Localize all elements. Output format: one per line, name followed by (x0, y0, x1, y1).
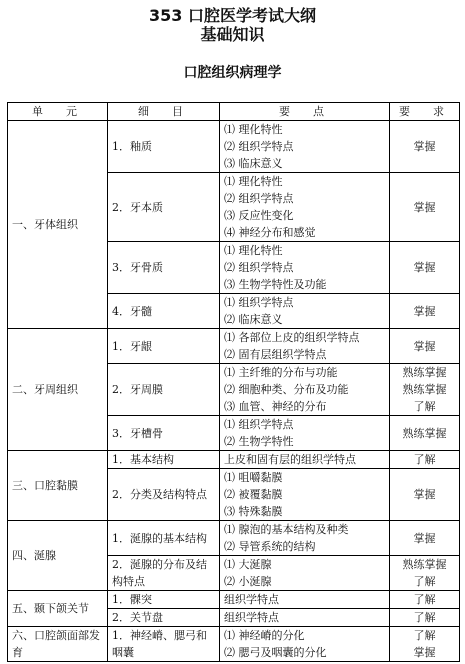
unit-cell: 一、牙体组织 (8, 121, 108, 329)
points-cell (220, 364, 390, 416)
requirement-cell (390, 329, 460, 364)
requirement-cell (390, 556, 460, 591)
unit-cell: 六、口腔颌面部发育 (8, 627, 108, 662)
point-text: ⑴ 主纤维的分布与功能 (224, 366, 338, 379)
points-cell (220, 121, 390, 173)
requirement-text: 掌握 (413, 339, 436, 353)
item-cell: 1．釉质 (108, 121, 220, 173)
requirement-text: 熟练掌握 (402, 558, 447, 571)
point-text: ⑴ 腺泡的基本结构及种类 (224, 523, 349, 536)
header-unit: 单 元 (8, 103, 108, 121)
table-row (8, 121, 460, 173)
item-cell: 1．基本结构 (108, 451, 220, 469)
requirement-text: 掌握 (413, 261, 436, 274)
requirement-text: 掌握 (413, 488, 436, 501)
requirement-text: 了解 (413, 629, 436, 642)
header-point: 要 点 (220, 103, 390, 121)
requirement-cell (390, 294, 460, 329)
points-cell (220, 469, 390, 521)
points-cell (220, 591, 390, 609)
requirement-cell (390, 364, 460, 416)
requirement-text: 掌握 (413, 531, 436, 545)
requirement-cell (390, 242, 460, 294)
requirement-cell (390, 173, 460, 242)
point-text: ⑴ 组织学特点 (224, 418, 294, 431)
point-text: ⑵ 被覆黏膜 (224, 488, 283, 501)
item-cell: 1．牙龈 (108, 329, 220, 364)
point-text: ⑶ 特殊黏膜 (224, 505, 283, 518)
item-cell: 1．涎腺的基本结构 (108, 521, 220, 556)
point-text: ⑵ 组织学特点 (224, 192, 294, 205)
unit-cell: 五、颞下颌关节 (8, 591, 108, 627)
requirement-cell (390, 521, 460, 556)
item-cell: 3．牙骨质 (108, 242, 220, 294)
point-text: 上皮和固有层的组织学特点 (224, 453, 356, 466)
requirement-text: 掌握 (413, 200, 436, 214)
page-subtitle: 基础知识 (200, 25, 265, 44)
item-cell: 2．分类及结构特点 (108, 469, 220, 521)
item-cell: 2．牙周膜 (108, 364, 220, 416)
point-text: ⑴ 大涎腺 (224, 558, 272, 571)
point-text: ⑷ 神经分布和感觉 (224, 226, 316, 239)
requirement-text: 了解 (413, 575, 436, 588)
points-cell (220, 329, 390, 364)
point-text: ⑴ 神经嵴的分化 (224, 629, 305, 642)
table-row (8, 329, 460, 364)
unit-cell: 四、涎腺 (8, 521, 108, 591)
points-cell (220, 173, 390, 242)
requirement-text: 掌握 (413, 304, 436, 318)
requirement-text: 了解 (413, 400, 436, 413)
point-text: ⑵ 导管系统的结构 (224, 540, 316, 553)
table-row (8, 591, 460, 609)
point-text: 组织学特点 (224, 611, 279, 624)
point-text: ⑵ 细胞种类、分布及功能 (224, 383, 349, 396)
item-cell: 1．髁突 (108, 591, 220, 609)
table-row (8, 627, 460, 662)
point-text: ⑶ 临床意义 (224, 157, 283, 170)
table-row (8, 521, 460, 556)
points-cell (220, 242, 390, 294)
point-text: ⑵ 腮弓及咽囊的分化 (224, 646, 327, 659)
point-text: ⑴ 理化特性 (224, 175, 283, 188)
requirement-text: 熟练掌握 (402, 366, 447, 379)
points-cell (220, 609, 390, 627)
requirement-cell (390, 591, 460, 609)
point-text: ⑵ 组织学特点 (224, 140, 294, 153)
point-text: ⑵ 生物学特性 (224, 435, 294, 448)
syllabus-table (7, 102, 460, 662)
point-text: ⑵ 固有层组织学特点 (224, 348, 327, 361)
points-cell (220, 556, 390, 591)
item-cell: 3．牙槽骨 (108, 416, 220, 451)
point-text: ⑴ 咀嚼黏膜 (224, 471, 283, 484)
table-body (8, 121, 460, 662)
requirement-cell (390, 451, 460, 469)
points-cell (220, 416, 390, 451)
point-text: ⑴ 各部位上皮的组织学特点 (224, 331, 360, 344)
requirement-text: 了解 (413, 593, 436, 606)
requirement-text: 了解 (413, 453, 436, 466)
unit-cell: 三、口腔黏膜 (8, 451, 108, 521)
point-text: ⑵ 小涎腺 (224, 575, 272, 588)
point-text: ⑶ 反应性变化 (224, 209, 294, 222)
requirement-cell (390, 627, 460, 662)
point-text: ⑵ 组织学特点 (224, 261, 294, 274)
point-text: ⑴ 组织学特点 (224, 296, 294, 309)
point-text: ⑶ 血管、神经的分布 (224, 400, 327, 413)
unit-cell: 二、牙周组织 (8, 329, 108, 451)
requirement-text: 掌握 (413, 646, 436, 659)
point-text: ⑶ 生物学特性及功能 (224, 278, 327, 291)
item-cell: 2．关节盘 (108, 609, 220, 627)
points-cell (220, 521, 390, 556)
header-item: 细 目 (108, 103, 220, 121)
requirement-cell (390, 609, 460, 627)
item-cell: 1．神经嵴、腮弓和咽囊 (108, 627, 220, 662)
item-cell: 2．牙本质 (108, 173, 220, 242)
item-cell: 4．牙髓 (108, 294, 220, 329)
requirement-cell (390, 416, 460, 451)
requirement-text: 掌握 (413, 140, 436, 153)
requirement-text: 熟练掌握 (402, 383, 447, 396)
point-text: ⑵ 临床意义 (224, 313, 283, 326)
points-cell (220, 451, 390, 469)
header-requirement: 要 求 (390, 103, 460, 121)
point-text: 组织学特点 (224, 593, 279, 606)
points-cell (220, 627, 390, 662)
item-cell: 2．涎腺的分布及结构特点 (108, 556, 220, 591)
point-text: ⑴ 理化特性 (224, 123, 283, 136)
table-row (8, 451, 460, 469)
requirement-text: 了解 (413, 611, 436, 624)
requirement-cell (390, 469, 460, 521)
header-row (8, 103, 460, 121)
requirement-text: 熟练掌握 (402, 426, 447, 440)
points-cell (220, 294, 390, 329)
section-title: 口腔组织病理学 (183, 65, 282, 81)
page-title: 353 口腔医学考试大纲 (149, 6, 316, 25)
point-text: ⑴ 理化特性 (224, 244, 283, 257)
requirement-cell (390, 121, 460, 173)
